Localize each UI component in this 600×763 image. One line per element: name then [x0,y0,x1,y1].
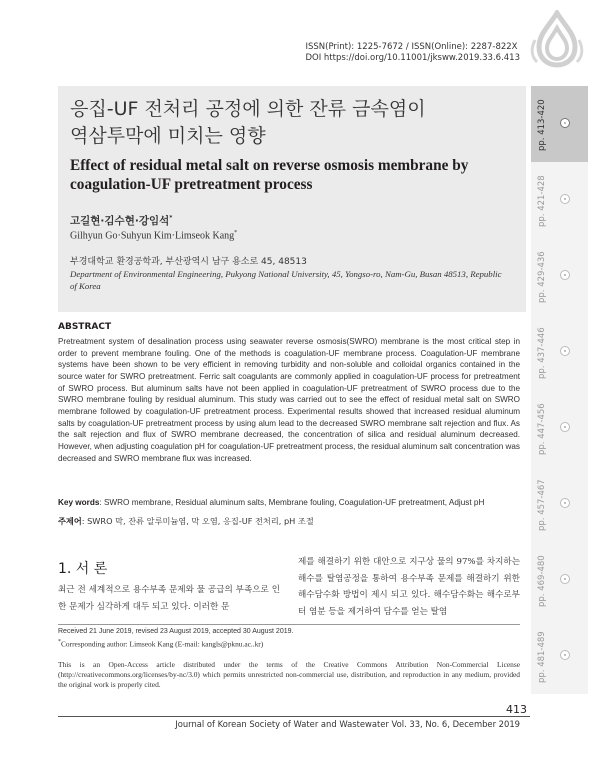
tab-pp-421-428[interactable]: pp. 421-428 [531,162,588,238]
tab-pp-481-489[interactable]: pp. 481-489 [531,618,588,694]
keywords-korean [58,516,314,527]
corresponding-mark: * [169,214,173,222]
page-number: 413 [506,703,527,716]
authors-english: Gilhyun Go·Suhyun Kim·Limseok Kang* [70,230,238,242]
keywords-label-kr: 주제어 [58,516,82,526]
water-drop-logo-icon [527,10,587,68]
body-left-column: 최근 전 세계적으로 용수부족 문제와 물 공급의 부족으로 인한 문제가 심각하게 대두 되고 있다. 이러한 문 [58,585,280,612]
footer-divider [58,716,530,717]
tab-pp-413-420[interactable]: pp. 413-420 [531,86,588,162]
issn-line: ISSN(Print): 1225-7672 / ISSN(Online): 2287-822X [305,42,518,52]
korean-title-line1: 응집-UF 전처리 공정에 의한 잔류 금속염이 [70,98,426,120]
korean-title-line2: 역삼투막에 미치는 영향 [70,125,266,147]
tab-circle-icon [560,270,570,280]
tab-pp-469-480[interactable]: pp. 469-480 [531,542,588,618]
page-range-tabs [531,86,588,683]
tab-circle-icon [560,498,570,508]
keywords-english [58,498,528,507]
corresponding-author: *Corresponding author: Limseok Kang (E-mail: kangls@pknu.ac..kr) [58,639,264,649]
abstract-heading: ABSTRACT [58,322,112,332]
tab-pp-429-436[interactable]: pp. 429-436 [531,238,588,314]
tab-circle-icon [560,194,570,204]
tab-circle-icon [560,574,570,584]
doi-line[interactable]: DOI https://doi.org/10.11001/jksww.2019.33.6.413 [305,53,520,63]
tab-circle-icon [560,422,570,432]
tab-pp-437-446[interactable]: pp. 437-446 [531,314,588,390]
section-heading: 1. 서 론 [58,561,108,577]
authors-korean: 고길현·김수현·강임석* [70,214,173,227]
tab-circle-icon [560,650,570,660]
tab-circle-icon [560,118,570,128]
tab-pp-457-467[interactable]: pp. 457-467 [531,466,588,542]
issn-doi-block [305,42,520,64]
abstract-text: Pretreatment system of desalination process using seawater reverse osmosis(SWRO) membrane is the most critical step in order to prevent membrane fouling. One of the methods is coagulation-UF membrane process. Coagulation-UF membrane systems have been shown to be very efficient in removing turbidity and non-soluble and colloidal organics contained in the source water for SWRO pretreatment. Ferric salt coagulants are commonly applied in coagulation-UF process for pretreatment of SWRO process. But aluminum salts have not been applied in coagulation-UF pretreatment of SWRO process due to the SWRO membrane fouling by residual aluminum. This study was carried out to see the effect of residual metal salt on SWRO membrane followed by coagulation-UF pretreatment process. Experimental results showed that increased residual aluminum salts by coagulation-UF pretreatment process by using alum lead to the decreased SWRO membrane salt rejection and flux. As the salt rejection and flux of SWRO membrane decreased, the concentration of silica and residual aluminum decreased. However, when adjusting coagulation pH for coagulation-UF pretreatment process, the residual aluminum salt concentration was decreased and SWRO membrane flux was increased. [58,337,520,463]
open-access-notice: This is an Open-Access article distributed under the terms of the Creative Commons Attribution Non-Commercial License (http://creativecommons.org/licenses/by-nc/3.0) which permits unrestricted non-commercial use, distribution, and reproduction in any medium, provided the original work is properly cited. [58,660,520,689]
keywords-list: : SWRO membrane, Residual aluminum salts, Membrane fouling, Coagulation-UF pretreatment, Adjust pH [99,498,485,507]
corresponding-mark: * [234,230,238,236]
journal-citation: Journal of Korean Society of Water and Wastewater Vol. 33, No. 6, December 2019 [175,719,520,729]
tab-circle-icon [560,346,570,356]
body-right-column: 제를 해결하기 위한 대안으로 지구상 물의 97%를 차지하는 해수를 탈염공정을 통하여 용수부족 문제를 해결하기 위한 해수담수화 방법이 제시 되고 있다. 해수담수화는 해수로부터 염분 등을 제거하여 담수를 얻는 탈염 [298,557,520,617]
tab-pp-447-456[interactable]: pp. 447-456 [531,390,588,466]
keywords-list-kr: : SWRO 막, 잔류 알루미늄염, 막 오염, 응집-UF 전처리, pH 조절 [81,516,314,526]
keywords-label: Key words [58,498,100,507]
english-title: Effect of residual metal salt on reverse osmosis membrane by coagulation-UF pretreatment process [70,157,469,193]
received-dates: Received 21 June 2019, revised 23 August 2019, accepted 30 August 2019. [58,628,294,635]
affiliation-korean: 부경대학교 환경공학과, 부산광역시 남구 용소로 45, 48513 [70,257,307,267]
footnote-divider [58,624,520,625]
korean-title [70,96,510,150]
affiliation-english: Department of Environmental Engineering, Pukyong National University, 45, Yongso-ro, Nam-Gu, Busan 48513, Republic of Korea [70,269,502,291]
